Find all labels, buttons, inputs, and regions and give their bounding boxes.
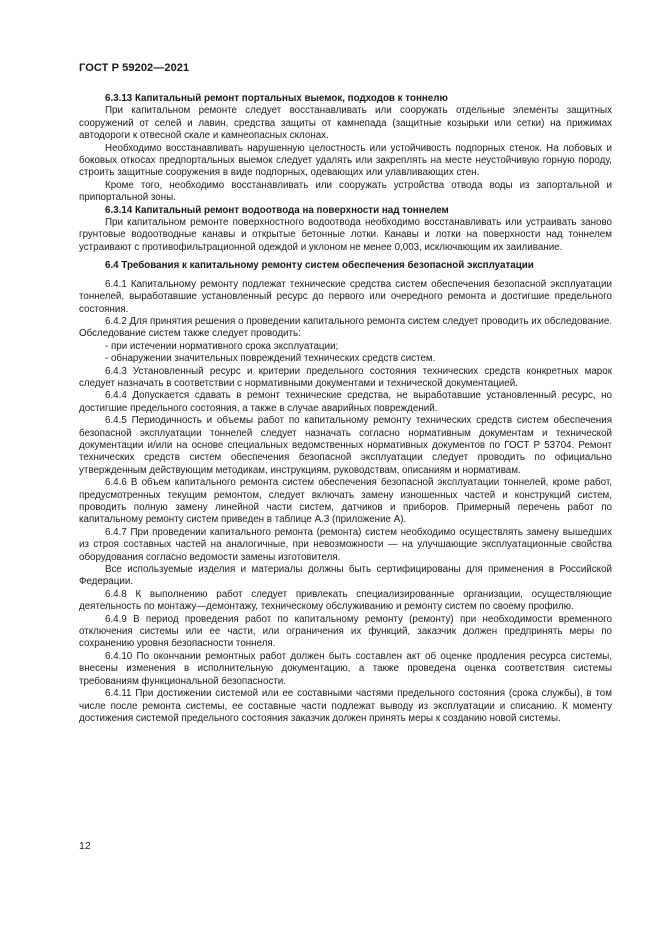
paragraph: 6.4.10 По окончании ремонтных работ должен быть составлен акт об оценке продления ресурса системы, внесены изменения в исполнительную документацию, а также проведена оценка соответствия системы требованиям функциональной безопасности.	[79, 650, 612, 687]
list-item: - при истечении нормативного срока эксплуатации;	[105, 340, 339, 352]
subheading: 6.3.14 Капитальный ремонт водоотвода на поверхности над тоннелем	[105, 204, 449, 216]
paragraph: Необходимо восстанавливать нарушенную целостность или устойчивость подпорных стенок. На лобовых и боковых откосах предпортальных выемок следует удалять или закреплять на месте неустойчивую горную породу, строить защитные сооружения в виде подпорных, одевающих или улавливающих стен.	[79, 142, 612, 179]
document-body	[79, 93, 612, 725]
document-header: ГОСТ Р 59202—2021	[79, 62, 190, 74]
paragraph: При капитальном ремонте поверхностного водоотвода необходимо восстанавливать или устраивать заново грунтовые водоотводные канавы и открытые бетонные лотки. Канавы и лотки на поверхности над тоннелем устраивают с противофильтрационной одеждой и уклоном не менее 0,003, исключающим их заиливание.	[79, 217, 612, 253]
paragraph: При капитальном ремонте следует восстанавливать или сооружать отдельные элементы защитных сооружений от селей и лавин, средства защиты от камнепада (защитные козырьки или сетки) на прижимах автодороги к отвесной скале и камнеопасных склонах.	[79, 105, 612, 142]
paragraph: Все используемые изделия и материалы должны быть сертифицированы для применения в Российской Федерации.	[79, 564, 612, 588]
paragraph: 6.4.4 Допускается сдавать в ремонт технические средства, не выработавшие установленный ресурс, но достигшие предельного состояния, а также в случае аварийных повреждений.	[79, 390, 612, 414]
paragraph: 6.4.5 Периодичность и объемы работ по капитальному ремонту технических средств систем обеспечения безопасной эксплуатации тоннелей следует назначать согласно нормативным документам и технической документации и/или на основе специальных ведомственных нормативных документов по ГОСТ Р 53704. Ремонт технических средств систем обеспечения безопасной эксплуатации следует проводить по официально утвержденным действующим методикам, инструкциям, руководствам, описаниям и нормативам.	[79, 415, 612, 476]
paragraph: 6.4.11 При достижении системой или ее составными частями предельного состояния (срока службы), в том числе после ремонта системы, ее составные части подлежат выводу из эксплуатации и списанию. К моменту достижения системой предельного состояния заказчик должен принять меры к созданию новой системы.	[79, 688, 612, 724]
paragraph: 6.4.6 В объем капитального ремонта систем обеспечения безопасной эксплуатации тоннелей, кроме работ, предусмотренных текущим ремонтом, следует включать замену изношенных частей и конструкций систем, проводить полную замену линейной части систем, датчиков и приборов. Примерный перечень работ по капитальному ремонту систем приведен в таблице А.3 (приложение А).	[79, 477, 612, 526]
paragraph: 6.4.7 При проведении капитального ремонта (ремонта) систем необходимо осуществлять замену вышедших из строя составных частей на аналогичные, при невозможности — на улучшающие эксплуатационные свойства оборудования согласно ведомости замены изготовителя.	[79, 526, 612, 563]
paragraph: 6.4.1 Капитальному ремонту подлежат технические средства систем обеспечения безопасной эксплуатации тоннелей, выработавшие установленный ресурс до первого или очередного ремонта и достигшие предельного состояния.	[79, 278, 612, 315]
paragraph: 6.4.2 Для принятия решения о проведении капитального ремонта систем следует проводить их обследование. Обследование систем также следует проводить:	[79, 315, 612, 340]
subheading: 6.3.13 Капитальный ремонт портальных выемок, подходов к тоннелю	[105, 93, 448, 104]
paragraph: Кроме того, необходимо восстанавливать или сооружать устройства отвода воды из запортальной и припортальной зоны.	[79, 179, 612, 204]
section-heading: 6.4 Требования к капитальному ремонту систем обеспечения безопасной эксплуатации	[105, 260, 534, 272]
paragraph: 6.4.9 В период проведения работ по капитальному ремонту (ремонту) при необходимости временного отключения системы или ее части, или ограничения их функций, заказчик должен предпринять меры по сохранению уровня безопасности тоннеля.	[79, 613, 612, 650]
page-number: 12	[79, 840, 91, 852]
paragraph: 6.4.8 К выполнению работ следует привлекать специализированные организации, осуществляющие деятельность по монтажу—демонтажу, техническому обслуживанию и ремонту систем по своему профилю.	[79, 588, 612, 613]
paragraph: 6.4.3 Установленный ресурс и критерии предельного состояния технических средств конкретных марок следует назначать в соответствии с нормативными документами и технической документацией.	[79, 365, 612, 389]
list-item: - обнаружении значительных повреждений технических средств систем.	[105, 353, 436, 365]
